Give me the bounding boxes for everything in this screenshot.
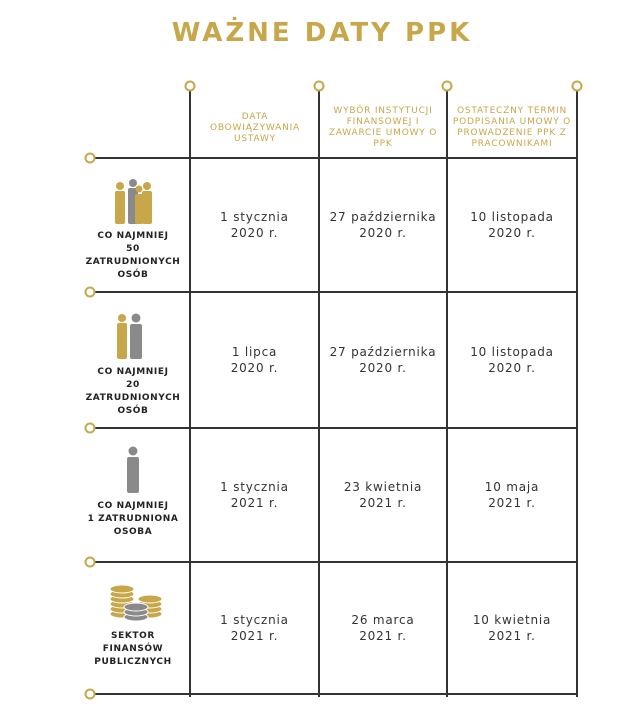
coins-icon [106,580,164,622]
cell-r3-c3: 10 maja 2021 r. [484,480,540,510]
cell-r1-c3: 10 listopada 2020 r. [470,210,554,240]
cell-r3-c1: 1 stycznia 2021 r. [220,480,289,510]
row-label-50: CO NAJMNIEJ 50 ZATRUDNIONYCH OSÓB [85,231,181,280]
row-label-sektor: SEKTOR FINANSÓW PUBLICZNYCH [94,631,172,667]
cell-r2-c2: 27 października 2020 r. [329,345,437,375]
people-group-icon [112,178,156,226]
page-title: WAŻNE DATY PPK [171,18,473,48]
header-ostateczny-termin: OSTATECZNY TERMIN PODPISANIA UMOWY O PROWADZENIE PPK Z PRACOWNIKAMI [452,106,572,149]
cell-r4-c3: 10 kwietnia 2021 r. [472,613,552,643]
cell-r1-c2: 27 października 2020 r. [329,210,437,240]
row-label-20: CO NAJMNIEJ 20 ZATRUDNIONYCH OSÓB [85,367,181,416]
cell-r1-c1: 1 stycznia 2020 r. [220,210,289,240]
cell-r2-c3: 10 listopada 2020 r. [470,345,554,375]
cell-r3-c2: 23 kwietnia 2021 r. [343,480,423,510]
row-label-1: CO NAJMNIEJ 1 ZATRUDNIONA OSOBA [87,501,179,537]
cell-r4-c1: 1 stycznia 2021 r. [220,613,289,643]
cell-r4-c2: 26 marca 2021 r. [351,613,415,643]
header-wybor-instytucji: WYBÓR INSTYTUCJI FINANSOWEJ I ZAWARCIE UMOWY O PPK [328,106,438,149]
people-pair-icon [115,312,145,360]
header-data-ustawy: DATA OBOWIĄZYWANIA USTAWY [209,111,301,144]
person-icon [124,446,142,494]
cell-r2-c1: 1 lipca 2020 r. [230,345,279,375]
